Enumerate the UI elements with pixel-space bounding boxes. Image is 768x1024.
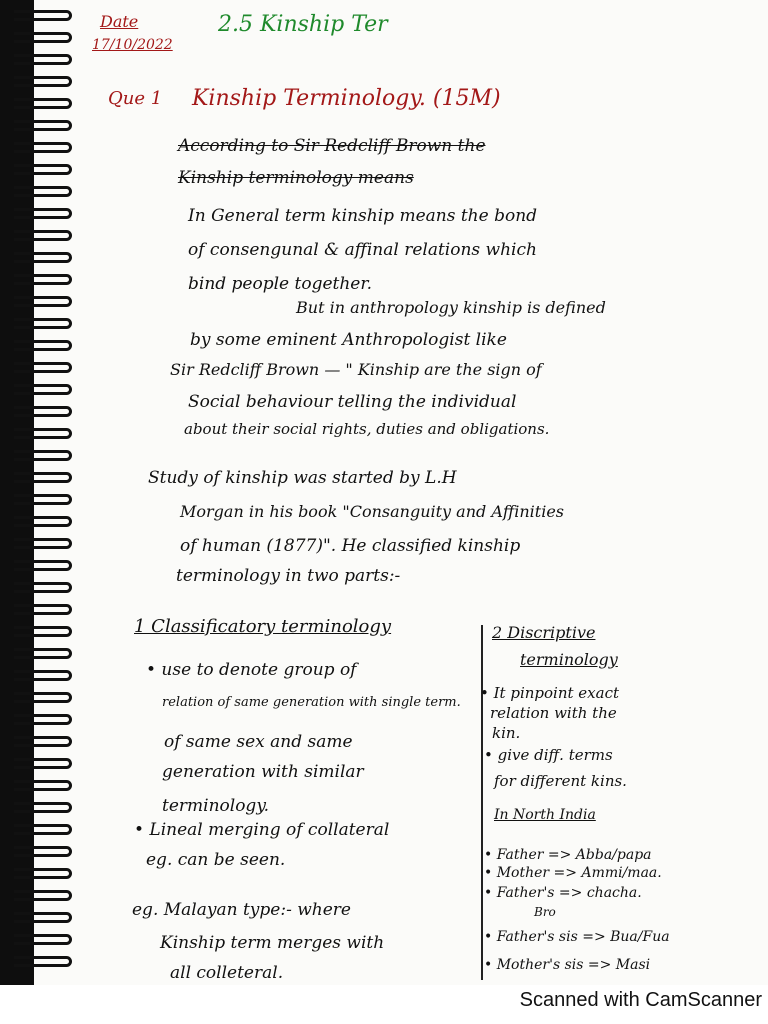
left-column-line: eg. can be seen. [146,850,286,870]
paragraph-line: But in anthropology kinship is defined [296,298,606,317]
spiral-ring [14,98,72,109]
spiral-ring [14,186,72,197]
spiral-ring [14,274,72,285]
right-column-line: • Father => Abba/papa [484,847,652,863]
date-label: Date [100,12,139,31]
right-column-line: In North India [494,807,596,823]
descriptive-heading: terminology [520,650,618,669]
bullet-line: Study of kinship was started by L.H [148,468,457,488]
left-column-line: Kinship term merges with [160,933,385,953]
spiral-ring [14,54,72,65]
right-column-line: • Mother => Ammi/maa. [484,865,662,881]
scanner-footer [0,985,768,1024]
question-number: Que 1 [108,88,163,109]
spiral-ring [14,648,72,659]
spiral-ring [14,538,72,549]
spiral-ring [14,868,72,879]
left-column-line: relation of same generation with single term. [162,695,461,710]
column-divider [481,625,483,980]
spiral-ring [14,428,72,439]
struck-line: Kinship terminology means [178,168,414,188]
spiral-ring [14,824,72,835]
spiral-ring [14,802,72,813]
left-column-line: terminology. [162,796,270,816]
right-column-line: kin. [492,724,521,742]
date-value: 17/10/2022 [92,37,173,53]
spiral-ring [14,494,72,505]
right-column-line: Bro [534,905,556,919]
spiral-ring [14,208,72,219]
spiral-ring [14,516,72,527]
spiral-ring [14,32,72,43]
spiral-ring [14,318,72,329]
spiral-ring [14,450,72,461]
question-title: Kinship Terminology. (15M) [192,86,501,111]
paragraph-line: Social behaviour telling the individual [188,392,517,412]
bullet-line: Morgan in his book "Consanguity and Affinities [180,502,564,521]
paragraph-line: by some eminent Anthropologist like [190,330,507,350]
spiral-ring [14,10,72,21]
spiral-ring [14,230,72,241]
right-column-line: • Father's => chacha. [484,885,642,901]
spiral-ring [14,934,72,945]
classificatory-heading: 1 Classificatory terminology [134,616,392,637]
spiral-ring [14,604,72,615]
left-column-line: eg. Malayan type:- where [132,900,351,920]
spiral-ring [14,296,72,307]
paragraph-line: Sir Redcliff Brown — " Kinship are the sign of [170,360,542,379]
left-column-line: generation with similar [162,762,364,782]
spiral-ring [14,582,72,593]
spiral-ring [14,626,72,637]
spiral-ring [14,362,72,373]
paragraph-line: of consengunal & affinal relations which [188,240,537,260]
spiral-ring [14,164,72,175]
left-column-line: all colleteral. [170,963,284,983]
spiral-ring [14,76,72,87]
right-column-line: relation with the [490,704,617,722]
left-column-line: • use to denote group of [146,660,357,680]
paragraph-line: about their social rights, duties and obligations. [184,420,550,438]
spiral-ring [14,670,72,681]
right-column-line: • give diff. terms [484,746,613,764]
right-column-line: • Mother's sis => Masi [484,957,651,973]
spiral-ring [14,714,72,725]
bullet-line: of human (1877)". He classified kinship [180,536,521,556]
spiral-ring [14,406,72,417]
spiral-ring [14,780,72,791]
spiral-ring [14,758,72,769]
paragraph-line: In General term kinship means the bond [188,206,538,226]
left-column-line: • Lineal merging of collateral [134,820,390,840]
spiral-ring [14,956,72,967]
struck-line: According to Sir Redcliff Brown the [178,136,486,156]
spiral-ring [14,692,72,703]
spiral-ring [14,252,72,263]
spiral-ring [14,560,72,571]
scanner-watermark: Scanned with CamScanner [519,989,762,1011]
spiral-ring [14,912,72,923]
right-column-line: • Father's sis => Bua/Fua [484,929,670,945]
spiral-ring [14,142,72,153]
page-title: 2.5 Kinship Ter [218,12,388,37]
spiral-ring [14,736,72,747]
bullet-line: terminology in two parts:- [176,566,401,586]
descriptive-heading: 2 Discriptive [492,623,596,642]
spiral-ring [14,890,72,901]
spiral-ring [14,120,72,131]
spiral-ring [14,340,72,351]
paragraph-line: bind people together. [188,274,373,294]
left-column-line: of same sex and same [164,732,353,752]
right-column-line: • It pinpoint exact [480,684,619,702]
right-column-line: for different kins. [494,772,627,790]
spiral-ring [14,384,72,395]
spiral-ring [14,846,72,857]
spiral-ring [14,472,72,483]
